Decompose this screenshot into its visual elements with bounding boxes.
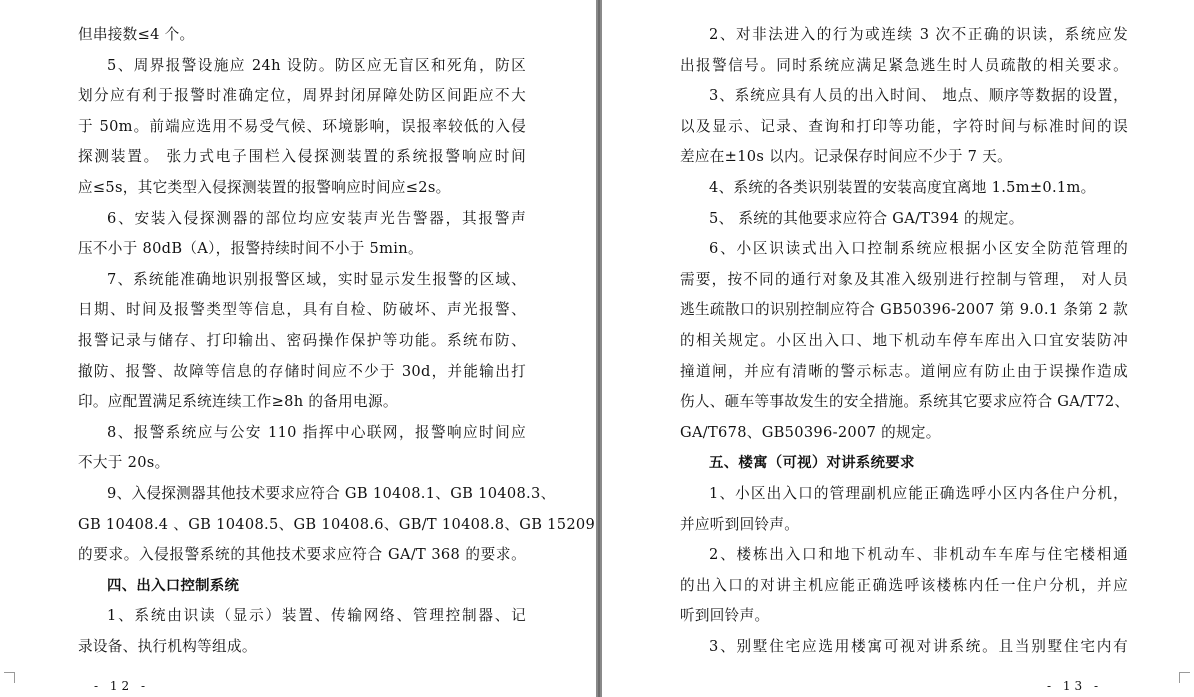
text-line: 听到回铃声。 [680, 607, 770, 625]
text-line: 2、对非法进入的行为或连续 3 次不正确的识读，系统应发 [709, 26, 1128, 43]
text-line: 差应在±10s 以内。记录保存时间应不少于 7 天。 [680, 148, 1012, 166]
text-line: 1、系统由识读（显示）装置、传输网络、管理控制器、记 [107, 607, 526, 625]
left-page [0, 0, 596, 697]
section-heading: 四、出入口控制系统 [107, 577, 240, 594]
text-line: 压不小于 80dB（A），报警持续时间不小于 5min。 [78, 240, 423, 258]
crop-mark-right [1179, 672, 1190, 683]
text-line: 以及显示、记录、查询和打印等功能，字符时间与标准时间的误 [680, 117, 1128, 135]
text-line: 撤防、报警、故障等信息的存储时间应不少于 30d，并能输出打 [78, 362, 526, 380]
text-line: 撞道闸，并应有清晰的警示标志。道闸应有防止由于误操作造成 [680, 362, 1128, 380]
text-line: 6、安装入侵探测器的部位均应安装声光告警器，其报警声 [107, 209, 526, 227]
page-number-left: - 12 - [94, 679, 150, 693]
text-line: 并应听到回铃声。 [680, 515, 800, 533]
text-line: GB 10408.4 、GB 10408.5、GB 10408.6、GB/T 10408.8、GB 15209 [78, 515, 596, 533]
text-line: 7、系统能准确地识别报警区域，实时显示发生报警的区域、 [107, 270, 526, 288]
text-line: 于 50m。前端应选用不易受气候、环境影响，误报率较低的入侵 [78, 117, 526, 135]
text-line: 4、系统的各类识别装置的安装高度宜离地 1.5m±0.1m。 [709, 178, 1096, 196]
right-page [602, 0, 1194, 697]
text-line: 应≤5s，其它类型入侵探测装置的报警响应时间应≤2s。 [78, 178, 451, 196]
text-line: 8、报警系统应与公安 110 指挥中心联网，报警响应时间应 [107, 423, 526, 441]
section-heading: 五、楼寓（可视）对讲系统要求 [709, 455, 915, 472]
text-line: GA/T678、GB50396-2007 的规定。 [680, 423, 941, 441]
left-page-text [78, 20, 596, 662]
page-divider [598, 0, 600, 697]
text-line: 5、周界报警设施应 24h 设防。防区应无盲区和死角，防区 [107, 56, 526, 74]
text-line: 录设备、执行机构等组成。 [78, 637, 257, 655]
text-line: 划分应有利于报警时准确定位，周界封闭屏障处防区间距应不大 [78, 87, 526, 105]
text-line: 需要，按不同的通行对象及其准入级别进行控制与管理， 对人员 [680, 270, 1128, 288]
text-line: 5、 系统的其他要求应符合 GA/T394 的规定。 [709, 209, 1024, 227]
text-line: 的相关规定。小区出入口、地下机动车停车库出入口宜安装防冲 [680, 331, 1128, 349]
text-line: 伤人、砸车等事故发生的安全措施。系统其它要求应符合 GA/T72、 [680, 393, 1130, 411]
text-line: 6、小区识读式出入口控制系统应根据小区安全防范管理的 [709, 240, 1128, 258]
text-line: 9、入侵探测器其他技术要求应符合 GB 10408.1、GB 10408.3、 [107, 484, 556, 502]
text-line: 的出入口的对讲主机应能正确选呼该楼栋内任一住户分机，并应 [680, 576, 1128, 594]
text-line: 出报警信号。同时系统应满足紧急逃生时人员疏散的相关要求。 [680, 56, 1128, 74]
text-line: 探测装置。 张力式电子围栏入侵探测装置的系统报警响应时间 [78, 148, 526, 166]
text-line: 但串接数≤4 个。 [78, 26, 195, 43]
text-line: 2、楼栋出入口和地下机动车、非机动车车库与住宅楼相通 [709, 546, 1128, 564]
text-line: 3、系统应具有人员的出入时间、 地点、顺序等数据的设置， [709, 87, 1128, 105]
text-line: 报警记录与储存、打印输出、密码操作保护等功能。系统布防、 [78, 331, 526, 349]
text-line: 1、小区出入口的管理副机应能正确选呼小区内各住户分机， [709, 484, 1128, 502]
text-line: 的要求。入侵报警系统的其他技术要求应符合 GA/T 368 的要求。 [78, 546, 526, 564]
text-line: 3、别墅住宅应选用楼寓可视对讲系统。且当别墅住宅内有 [709, 637, 1128, 655]
page-number-right: - 13 - [1046, 679, 1102, 693]
text-line: 印。应配置满足系统连续工作≥8h 的备用电源。 [78, 393, 398, 411]
right-page-text [680, 20, 1128, 662]
text-line: 逃生疏散口的识别控制应符合 GB50396-2007 第 9.0.1 条第 2 款 [680, 301, 1128, 319]
text-line: 不大于 20s。 [78, 454, 170, 472]
text-line: 日期、时间及报警类型等信息，具有自检、防破坏、声光报警、 [78, 301, 526, 319]
crop-mark-left [4, 672, 15, 683]
